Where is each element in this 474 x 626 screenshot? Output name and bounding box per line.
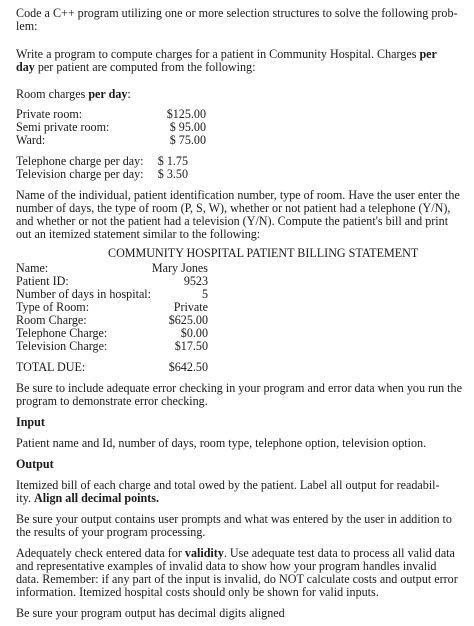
- statement-row-label: Room Charge:: [16, 313, 87, 327]
- statement-row-label: Patient ID:: [16, 274, 69, 288]
- room-header-colon: :: [127, 87, 131, 101]
- daily-rate-value: $ 3.50: [157, 167, 188, 181]
- room-charges-header: [16, 88, 466, 101]
- final-note: Be sure your program output has decimal digits aligned: [16, 606, 285, 620]
- statement-row-label: Type of Room:: [16, 300, 90, 314]
- validity-line-2: and representative examples of invalid data to show how your program handles invalid: [16, 559, 437, 573]
- room-header-text: Room charges: [16, 87, 89, 101]
- description-line-3: and whether or not the patient had a television (Y/N). Compute the patient's bill and print: [16, 214, 449, 228]
- output-text-line-2: [16, 492, 466, 505]
- statement-row-label: Television Charge:: [16, 339, 108, 353]
- room-header-bold: per day: [88, 87, 128, 101]
- rate-value: $125.00: [166, 107, 206, 121]
- error-check-line-1: Be sure to include adequate error checking in your program and error data when you run the: [16, 381, 462, 395]
- statement-row-value: $0.00: [180, 326, 208, 340]
- statement-row-value: Private: [173, 300, 208, 314]
- validity-text: Adequately check entered data for: [16, 546, 185, 560]
- description-line-1: Name of the individual, patient identification number, type of room. Have the user enter the: [16, 188, 460, 202]
- input-text: Patient name and Id, number of days, room type, telephone option, television option.: [16, 436, 427, 450]
- intro-line-1: Code a C++ program utilizing one or more selection structures to solve the following prob-: [16, 6, 458, 20]
- statement-title: COMMUNITY HOSPITAL PATIENT BILLING STATEMENT: [108, 246, 419, 260]
- statement-row-value: 9523: [183, 274, 208, 288]
- statement-row-value: Mary Jones: [151, 261, 208, 275]
- task-text: Write a program to compute charges for a patient in Community Hospital. Charges: [16, 47, 420, 61]
- statement-row-value: 5: [201, 287, 208, 301]
- daily-rate-label: Television charge per day:: [16, 167, 144, 181]
- task-bold-per: per: [419, 47, 437, 61]
- statement-row-label: Name:: [16, 261, 49, 275]
- prompts-note-line-1: Be sure your output contains user prompts and what was entered by the user in addition to: [16, 512, 452, 526]
- statement-row-label: Number of days in hospital:: [16, 287, 152, 301]
- task-line-2: [16, 61, 466, 74]
- rate-label: Private room:: [16, 107, 83, 121]
- statement-row-value: $625.00: [168, 313, 208, 327]
- input-heading: Input: [16, 415, 45, 429]
- total-due-label: TOTAL DUE:: [16, 360, 86, 374]
- description-line-2: number of days, the type of room (P, S, W), whether or not patient had a telephone (Y/N),: [16, 201, 451, 215]
- error-check-line-2: program to demonstrate error checking.: [16, 394, 208, 408]
- output-text-ity: ity.: [16, 491, 35, 505]
- description-line-4: out an itemized statement similar to the following:: [16, 227, 261, 241]
- rate-label: Semi private room:: [16, 120, 110, 134]
- intro-line-2: lem:: [16, 19, 38, 33]
- daily-rate-label: Telephone charge per day:: [16, 154, 144, 168]
- daily-rate-value: $ 1.75: [157, 154, 188, 168]
- output-heading: Output: [16, 457, 54, 471]
- validity-line-4: information. Itemized hospital costs should only be shown for valid inputs.: [16, 585, 379, 599]
- validity-bold: validity: [184, 546, 224, 560]
- task-bold-day: day: [16, 60, 35, 74]
- statement-row-label: Telephone Charge:: [16, 326, 108, 340]
- task-text-2: per patient are computed from the following:: [34, 60, 256, 74]
- validity-text-2: . Use adequate test data to process all valid data: [223, 546, 455, 560]
- validity-line-3: data. Remember: if any part of the input is invalid, do NOT calculate costs and output error: [16, 572, 458, 586]
- rate-label: Ward:: [16, 133, 46, 147]
- statement-row-value: $17.50: [174, 339, 208, 353]
- rate-value: $ 95.00: [169, 120, 206, 134]
- rate-value: $ 75.00: [169, 133, 206, 147]
- prompts-note-line-2: the results of your program processing.: [16, 525, 206, 539]
- output-text-line-1: Itemized bill of each charge and total owed by the patient. Label all output for readabil-: [16, 478, 440, 492]
- total-due-value: $642.50: [168, 360, 208, 374]
- align-decimal-note: Align all decimal points.: [34, 491, 160, 505]
